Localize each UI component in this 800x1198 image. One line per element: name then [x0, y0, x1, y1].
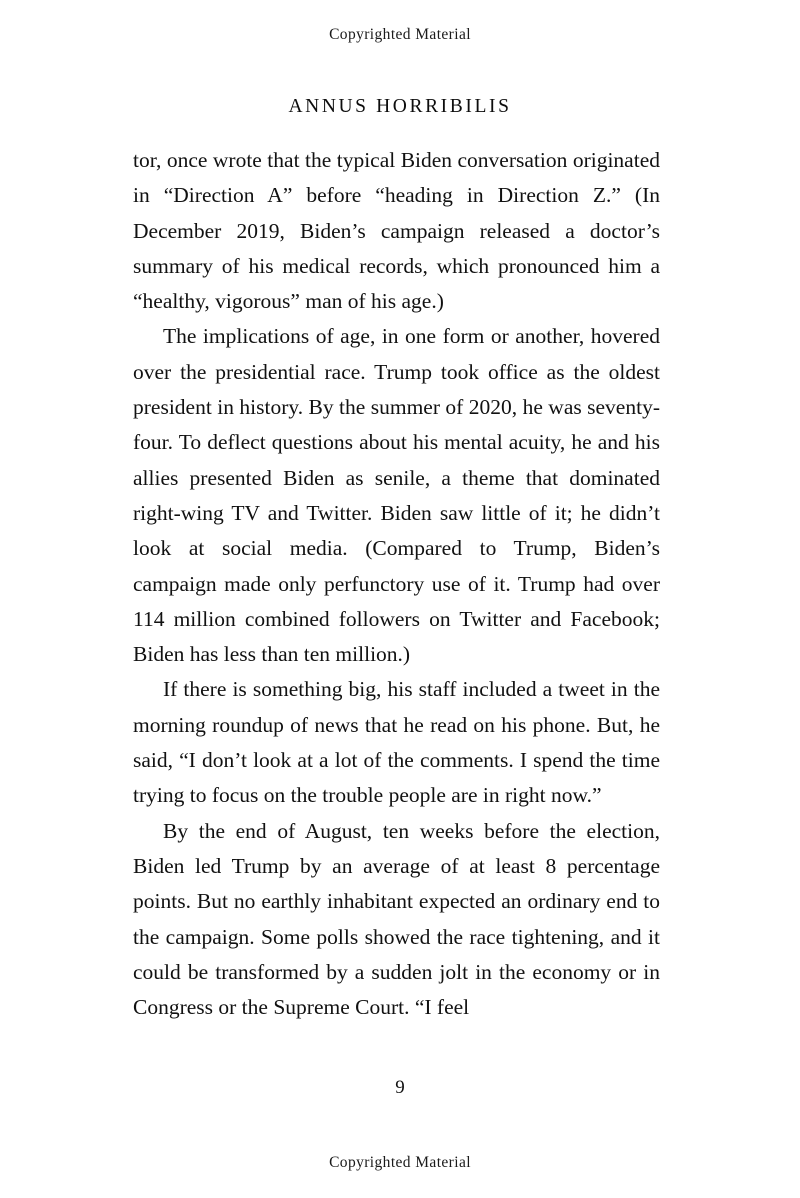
page-number: 9 — [395, 1077, 405, 1098]
paragraph: tor, once wrote that the typical Biden conversation originated in “Direction A” before “heading in Direction Z.” (In December 2019, Biden’s campaign released a doctor’s summary of his medical records, which pronounced him a “healthy, vigorous” man of his age.) — [133, 148, 660, 314]
paragraph: The implications of age, in one form or another, hovered over the presidential race. Trump took office as the oldest president in history. By the summer of 2020, he was seventy-four. To deflect questions about his mental acuity, he and his allies presented Biden as senile, a theme that dominated right-wing TV and Twitter. Biden saw little of it; he didn’t look at social media. (Compared to Trump, Biden’s campaign made only perfunctory use of it. Trump had over 114 million combined followers on Twitter and Facebook; Biden has less than ten million.) — [133, 324, 660, 667]
paragraph: By the end of August, ten weeks before the election, Biden led Trump by an average of at least 8 percentage points. But no earthly inhabitant expected an ordinary end to the campaign. Some polls showed the race tightening, and it could be transformed by a sudden jolt in the economy or in Congress or the Supreme Court. “I feel — [133, 818, 660, 1020]
copyright-watermark-top: Copyrighted Material — [329, 26, 471, 43]
body-text — [133, 143, 660, 1025]
copyright-watermark-bottom: Copyrighted Material — [329, 1154, 471, 1171]
paragraph: If there is something big, his staff included a tweet in the morning roundup of news that he read on his phone. But, he said, “I don’t look at a lot of the comments. I spend the time trying to focus on the trouble people are in right now.” — [133, 677, 660, 808]
chapter-title: ANNUS HORRIBILIS — [288, 96, 512, 117]
